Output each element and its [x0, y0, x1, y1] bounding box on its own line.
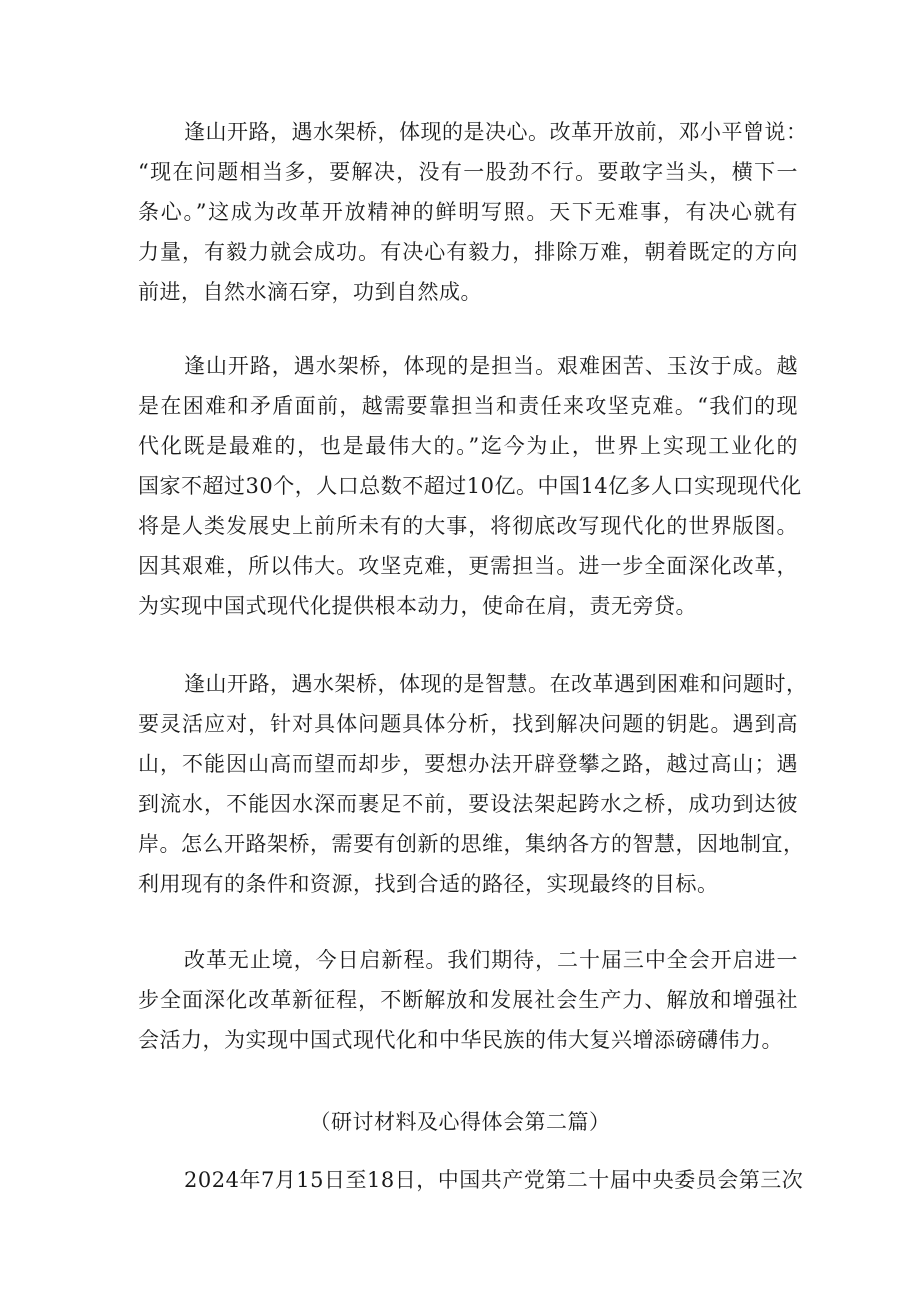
- paragraph-line: 是在困难和矛盾面前，越需要靠担当和责任来攻坚克难。“我们的现: [138, 394, 798, 418]
- paragraph-line: 步全面深化改革新征程，不断解放和发展社会生产力、解放和增强社: [138, 988, 798, 1012]
- paragraph-line: 国家不超过30个，人口总数不超过10亿。中国14亿多人口实现现代化: [138, 474, 802, 498]
- paragraph-line: 力量，有毅力就会成功。有决心有毅力，排除万难，朝着既定的方向: [138, 240, 798, 264]
- paragraph-line: 会活力，为实现中国式现代化和中华民族的伟大复兴增添磅礴伟力。: [138, 1028, 783, 1052]
- paragraph-line: 山，不能因山高而望而却步，要想办法开辟登攀之路，越过高山；遇: [138, 752, 798, 776]
- paragraph-line: 到流水，不能因水深而裹足不前，要设法架起跨水之桥，成功到达彼: [138, 792, 798, 816]
- paragraph-line: 利用现有的条件和资源，找到合适的路径，实现最终的目标。: [138, 872, 719, 896]
- paragraph-line: 岸。怎么开路架桥，需要有创新的思维，集纳各方的智慧，因地制宜，: [138, 832, 805, 856]
- paragraph-line: 要灵活应对，针对具体问题具体分析，找到解决问题的钥匙。遇到高: [138, 712, 798, 736]
- paragraph-opening: [138, 1160, 804, 1200]
- paragraph-line: 改革无止境，今日启新程。我们期待，二十届三中全会开启进一: [184, 948, 798, 972]
- paragraph-wisdom: [138, 664, 808, 904]
- paragraph-line: 前进，自然水滴石穿，功到自然成。: [138, 280, 482, 304]
- paragraph-line: 逢山开路，遇水架桥，体现的是担当。艰难困苦、玉汝于成。越: [184, 354, 798, 378]
- paragraph-determination: [138, 112, 808, 312]
- section-heading: （研讨材料及心得体会第二篇）: [309, 1110, 611, 1134]
- paragraph-line: 为实现中国式现代化提供根本动力，使命在肩，责无旁贷。: [138, 594, 697, 618]
- paragraph-line: 条心。”这成为改革开放精神的鲜明写照。天下无难事，有决心就有: [138, 200, 798, 224]
- paragraph-line: “现在问题相当多，要解决，没有一股劲不行。要敢字当头，横下一: [138, 160, 798, 184]
- paragraph-line: 将是人类发展史上前所未有的大事，将彻底改写现代化的世界版图。: [138, 514, 798, 538]
- paragraph-line: 逢山开路，遇水架桥，体现的是决心。改革开放前，邓小平曾说：: [184, 120, 808, 144]
- paragraph-conclusion: [138, 940, 798, 1060]
- paragraph-responsibility: [138, 346, 802, 626]
- paragraph-line: 因其艰难，所以伟大。攻坚克难，更需担当。进一步全面深化改革，: [138, 554, 798, 578]
- paragraph-line: 代化既是最难的，也是最伟大的。”迄今为止，世界上实现工业化的: [138, 434, 798, 458]
- paragraph-line: 逢山开路，遇水架桥，体现的是智慧。在改革遇到困难和问题时，: [184, 672, 808, 696]
- paragraph-line: 2024年7月15日至18日，中国共产党第二十届中央委员会第三次: [184, 1168, 804, 1192]
